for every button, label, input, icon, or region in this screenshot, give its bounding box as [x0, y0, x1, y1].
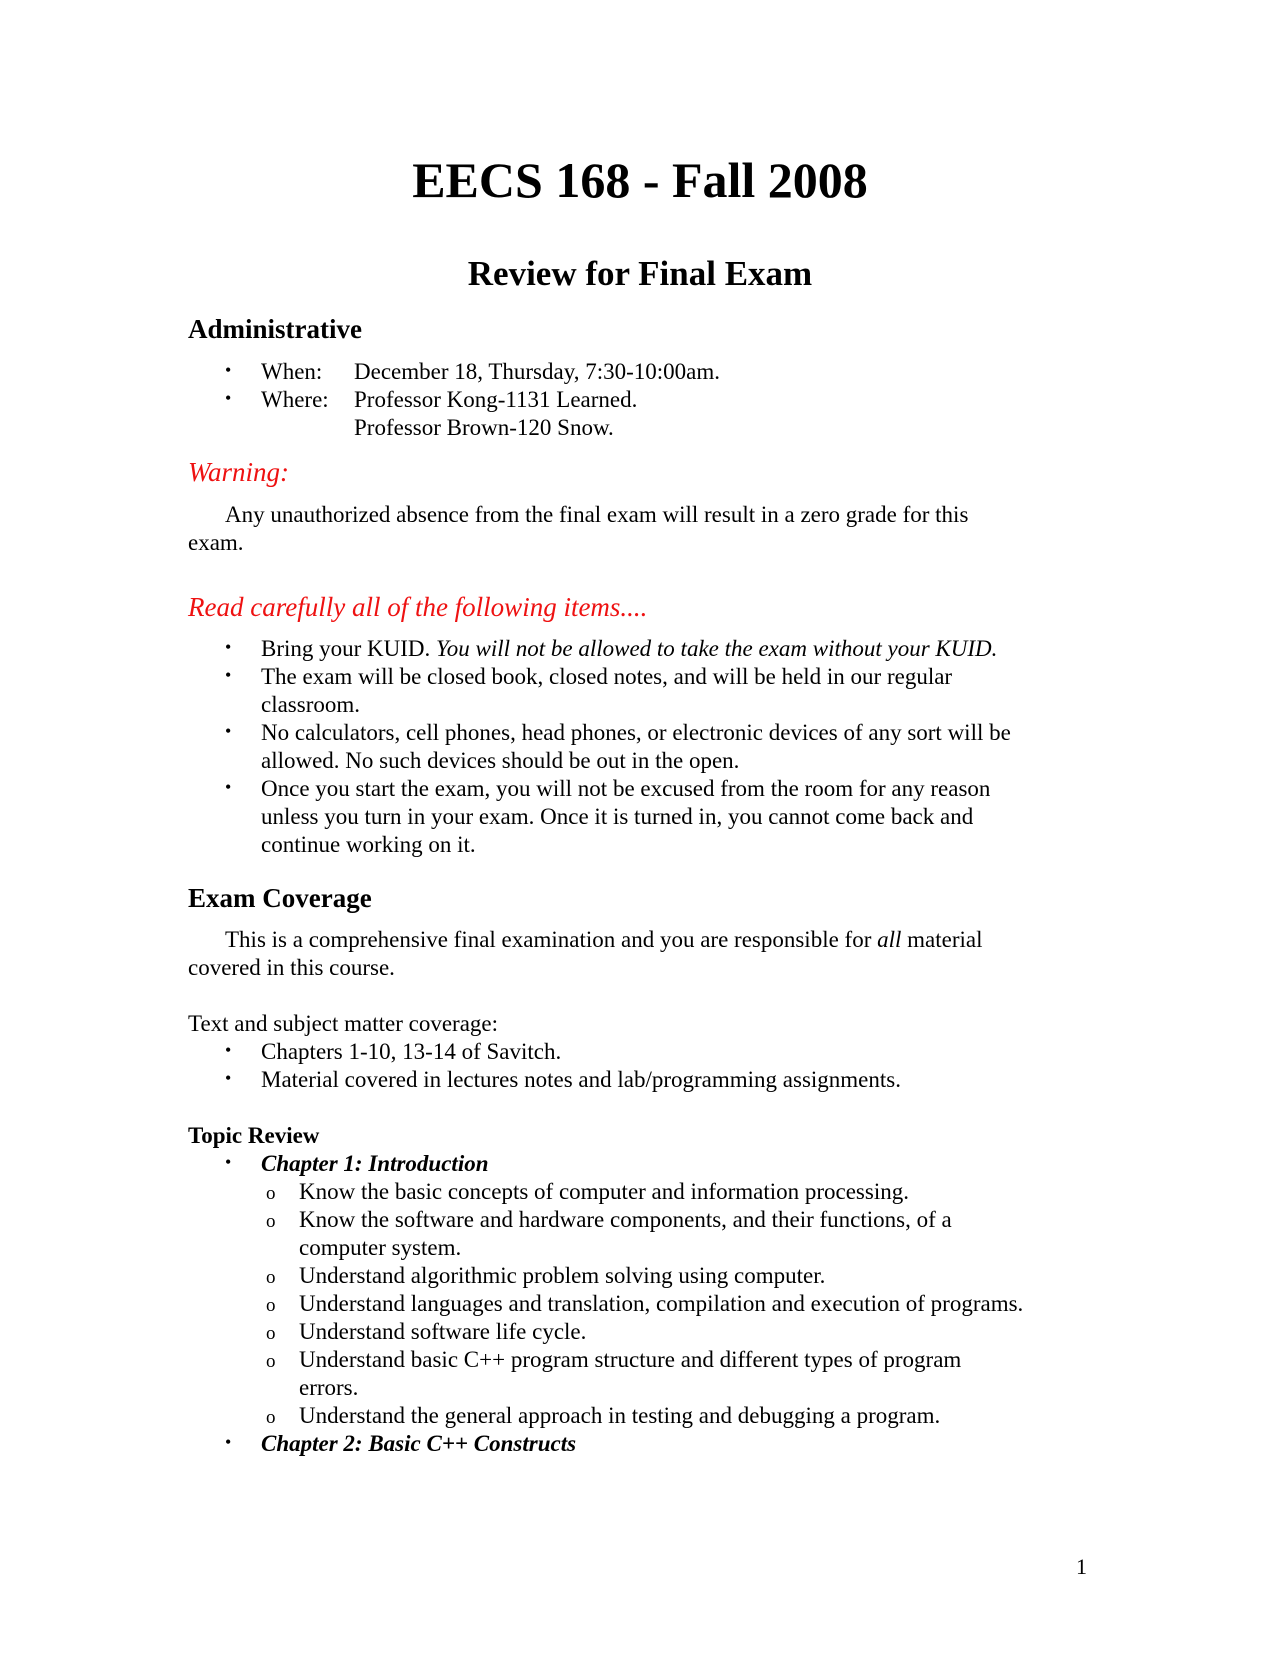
- page-number: 1: [1076, 1554, 1087, 1579]
- where-label: Where:: [261, 387, 329, 412]
- sub-bullet-icon: o: [266, 1211, 276, 1232]
- bullet-icon: •: [225, 721, 232, 741]
- kuid-item: [261, 637, 997, 660]
- bullet-icon: •: [225, 1040, 232, 1060]
- read-carefully-heading: Read carefully all of the following items....: [188, 592, 648, 622]
- chapter-1-item: Understand the general approach in testing and debugging a program.: [299, 1403, 941, 1428]
- chapter-1-item: Understand languages and translation, compilation and execution of programs.: [299, 1291, 1024, 1316]
- coverage-paragraph-line-2: covered in this course.: [188, 955, 395, 980]
- chapter-1-item: Understand software life cycle.: [299, 1319, 587, 1344]
- coverage-text-italic: all: [877, 927, 902, 952]
- chapter-1-item-continued: errors.: [299, 1375, 359, 1400]
- warning-heading: Warning:: [188, 457, 290, 487]
- no-devices-line-2: allowed. No such devices should be out in the open.: [261, 748, 740, 773]
- text-subject-label: Text and subject matter coverage:: [188, 1011, 499, 1036]
- no-devices-line-1: No calculators, cell phones, head phones, or electronic devices of any sort will be: [261, 720, 1011, 745]
- sub-bullet-icon: o: [266, 1407, 276, 1428]
- no-excuse-line-1: Once you start the exam, you will not be excused from the room for any reason: [261, 776, 991, 801]
- bullet-icon: •: [225, 777, 232, 797]
- sub-bullet-icon: o: [266, 1351, 276, 1372]
- sub-bullet-icon: o: [266, 1323, 276, 1344]
- kuid-item-plain: Bring your KUID.: [261, 636, 431, 661]
- no-excuse-line-2: unless you turn in your exam. Once it is turned in, you cannot come back and: [261, 804, 974, 829]
- no-excuse-line-3: continue working on it.: [261, 832, 476, 857]
- coverage-text-before: This is a comprehensive final examination and you are responsible for: [225, 927, 872, 952]
- chapter-1-item: Know the basic concepts of computer and information processing.: [299, 1179, 909, 1204]
- chapter-1-item-continued: computer system.: [299, 1235, 462, 1260]
- chapter-1-item: Understand basic C++ program structure and different types of program: [299, 1347, 962, 1372]
- kuid-item-italic: You will not be allowed to take the exam without your KUID.: [436, 636, 998, 661]
- bullet-icon: •: [225, 1068, 232, 1088]
- document-title: EECS 168 - Fall 2008: [412, 152, 868, 208]
- administrative-heading: Administrative: [188, 314, 362, 344]
- closed-book-line-1: The exam will be closed book, closed notes, and will be held in our regular: [261, 664, 953, 689]
- sub-bullet-icon: o: [266, 1183, 276, 1204]
- bullet-icon: •: [225, 360, 232, 380]
- bullet-icon: •: [225, 637, 232, 657]
- chapter-2-heading: Chapter 2: Basic C++ Constructs: [261, 1431, 577, 1456]
- chapter-1-item: Understand algorithmic problem solving using computer.: [299, 1263, 826, 1288]
- exam-coverage-heading: Exam Coverage: [188, 883, 372, 913]
- bullet-icon: •: [225, 1152, 232, 1172]
- coverage-paragraph-line-1: [225, 928, 983, 951]
- coverage-text-after: material: [907, 927, 983, 952]
- where-line-1: Professor Kong-1131 Learned.: [354, 387, 638, 412]
- topic-review-heading: Topic Review: [188, 1123, 320, 1148]
- bullet-icon: •: [225, 665, 232, 685]
- sub-bullet-icon: o: [266, 1267, 276, 1288]
- sub-bullet-icon: o: [266, 1295, 276, 1316]
- closed-book-line-2: classroom.: [261, 692, 361, 717]
- when-value: December 18, Thursday, 7:30-10:00am.: [354, 359, 720, 384]
- chapter-1-heading: Chapter 1: Introduction: [261, 1151, 489, 1176]
- where-line-2: Professor Brown-120 Snow.: [354, 415, 614, 440]
- warning-text-line-2: exam.: [188, 530, 244, 555]
- chapter-1-item: Know the software and hardware components, and their functions, of a: [299, 1207, 952, 1232]
- document-subtitle: Review for Final Exam: [467, 254, 813, 293]
- coverage-item-material: Material covered in lectures notes and lab/programming assignments.: [261, 1067, 901, 1092]
- bullet-icon: •: [225, 388, 232, 408]
- bullet-icon: •: [225, 1432, 232, 1452]
- when-label: When:: [261, 359, 323, 384]
- coverage-item-chapters: Chapters 1-10, 13-14 of Savitch.: [261, 1039, 562, 1064]
- warning-text-line-1: Any unauthorized absence from the final exam will result in a zero grade for this: [225, 502, 969, 527]
